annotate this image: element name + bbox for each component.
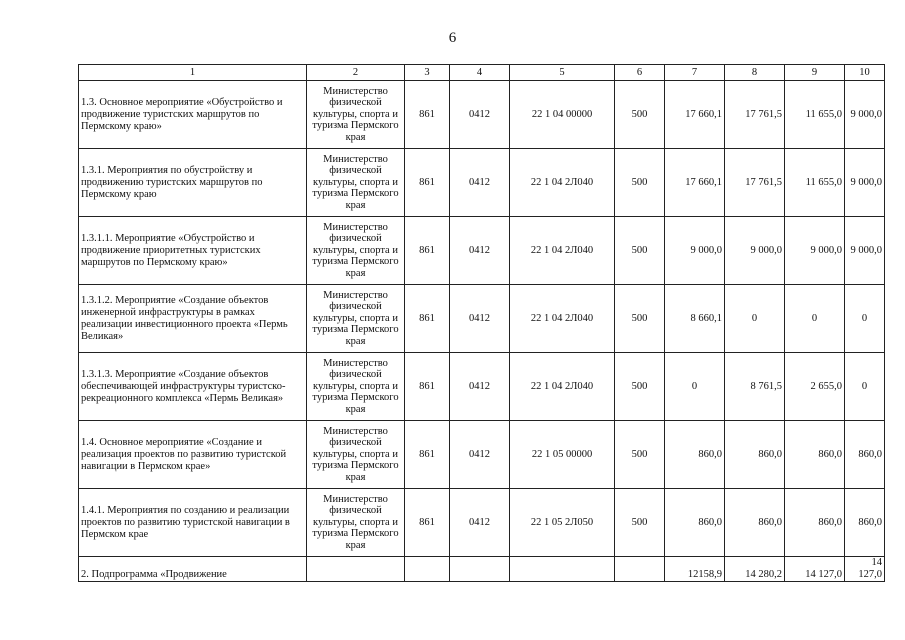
amount-cell: 860,0 xyxy=(665,421,725,489)
column-header: 1 xyxy=(79,65,307,81)
amount-cell: 14 280,2 xyxy=(725,557,785,582)
amount-cell: 0 xyxy=(785,285,845,353)
column-header: 7 xyxy=(665,65,725,81)
table-header-row xyxy=(79,65,885,81)
table-row xyxy=(79,489,885,557)
amount-cell: 9 000,0 xyxy=(845,217,885,285)
column-header: 2 xyxy=(307,65,405,81)
table-row xyxy=(79,149,885,217)
section-cell: 0412 xyxy=(450,353,510,421)
expense-type-cell: 500 xyxy=(615,81,665,149)
code-cell: 861 xyxy=(405,217,450,285)
code-cell: 861 xyxy=(405,421,450,489)
expense-type-cell: 500 xyxy=(615,353,665,421)
activity-name-cell: 1.4. Основное мероприятие «Создание и реализация проектов по развитию туристской навигации в Пермском крае» xyxy=(79,421,307,489)
ministry-cell: Министерство физической культуры, спорта и туризма Пермского края xyxy=(307,217,405,285)
amount-cell: 17 761,5 xyxy=(725,81,785,149)
amount-cell: 860,0 xyxy=(725,421,785,489)
page-number: 6 xyxy=(448,30,457,46)
ministry-cell xyxy=(307,557,405,582)
amount-cell: 860,0 xyxy=(785,489,845,557)
code-cell: 861 xyxy=(405,489,450,557)
amount-cell: 11 655,0 xyxy=(785,149,845,217)
code-cell xyxy=(405,557,450,582)
expense-type-cell: 500 xyxy=(615,217,665,285)
ministry-cell: Министерство физической культуры, спорта и туризма Пермского края xyxy=(307,353,405,421)
ministry-cell: Министерство физической культуры, спорта и туризма Пермского края xyxy=(307,149,405,217)
activity-name-cell: 1.3.1.3. Мероприятие «Создание объектов обеспечивающей инфраструктуры туристско-рекреационного комплекса «Пермь Великая» xyxy=(79,353,307,421)
section-cell: 0412 xyxy=(450,149,510,217)
amount-cell: 9 000,0 xyxy=(785,217,845,285)
column-header: 4 xyxy=(450,65,510,81)
amount-cell: 9 000,0 xyxy=(725,217,785,285)
activity-name-cell: 2. Подпрограмма «Продвижение xyxy=(79,557,307,582)
expense-type-cell: 500 xyxy=(615,149,665,217)
table-row xyxy=(79,285,885,353)
amount-cell: 11 655,0 xyxy=(785,81,845,149)
code-cell: 861 xyxy=(405,285,450,353)
amount-cell: 8 761,5 xyxy=(725,353,785,421)
amount-cell: 17 660,1 xyxy=(665,81,725,149)
amount-cell: 860,0 xyxy=(725,489,785,557)
target-article-cell: 22 1 04 2Л040 xyxy=(510,217,615,285)
ministry-cell: Министерство физической культуры, спорта и туризма Пермского края xyxy=(307,489,405,557)
column-header: 8 xyxy=(725,65,785,81)
amount-cell: 12158,9 xyxy=(665,557,725,582)
amount-cell: 860,0 xyxy=(665,489,725,557)
activity-name-cell: 1.3.1. Мероприятия по обустройству и продвижению туристских маршрутов по Пермскому краю xyxy=(79,149,307,217)
amount-cell: 0 xyxy=(665,353,725,421)
expense-type-cell: 500 xyxy=(615,421,665,489)
amount-cell: 0 xyxy=(845,353,885,421)
amount-cell: 14 127,0 xyxy=(785,557,845,582)
amount-cell: 8 660,1 xyxy=(665,285,725,353)
target-article-cell: 22 1 05 2Л050 xyxy=(510,489,615,557)
column-header: 9 xyxy=(785,65,845,81)
budget-table xyxy=(78,64,885,582)
code-cell: 861 xyxy=(405,353,450,421)
target-article-cell xyxy=(510,557,615,582)
amount-cell: 9 000,0 xyxy=(845,81,885,149)
table-row xyxy=(79,217,885,285)
section-cell: 0412 xyxy=(450,217,510,285)
expense-type-cell: 500 xyxy=(615,489,665,557)
table-row xyxy=(79,557,885,582)
amount-cell: 860,0 xyxy=(845,489,885,557)
column-header: 5 xyxy=(510,65,615,81)
code-cell: 861 xyxy=(405,149,450,217)
expense-type-cell xyxy=(615,557,665,582)
activity-name-cell: 1.3. Основное мероприятие «Обустройство и продвижение туристских маршрутов по Пермскому краю» xyxy=(79,81,307,149)
target-article-cell: 22 1 04 2Л040 xyxy=(510,353,615,421)
amount-cell: 860,0 xyxy=(845,421,885,489)
amount-cell: 2 655,0 xyxy=(785,353,845,421)
section-cell: 0412 xyxy=(450,81,510,149)
code-cell: 861 xyxy=(405,81,450,149)
amount-cell: 0 xyxy=(845,285,885,353)
activity-name-cell: 1.3.1.2. Мероприятие «Создание объектов инженерной инфраструктуры в рамках реализации инвестиционного проекта «Пермь Великая» xyxy=(79,285,307,353)
target-article-cell: 22 1 04 2Л040 xyxy=(510,285,615,353)
section-cell: 0412 xyxy=(450,489,510,557)
column-header: 3 xyxy=(405,65,450,81)
column-header: 10 xyxy=(845,65,885,81)
column-header: 6 xyxy=(615,65,665,81)
amount-cell: 14 127,0 xyxy=(845,557,885,582)
ministry-cell: Министерство физической культуры, спорта и туризма Пермского края xyxy=(307,421,405,489)
section-cell: 0412 xyxy=(450,285,510,353)
amount-cell: 9 000,0 xyxy=(665,217,725,285)
amount-cell: 17 660,1 xyxy=(665,149,725,217)
table-row xyxy=(79,353,885,421)
section-cell xyxy=(450,557,510,582)
ministry-cell: Министерство физической культуры, спорта и туризма Пермского края xyxy=(307,285,405,353)
target-article-cell: 22 1 04 00000 xyxy=(510,81,615,149)
section-cell: 0412 xyxy=(450,421,510,489)
amount-cell: 17 761,5 xyxy=(725,149,785,217)
amount-cell: 0 xyxy=(725,285,785,353)
activity-name-cell: 1.3.1.1. Мероприятие «Обустройство и продвижение приоритетных туристских маршрутов по Пермскому краю» xyxy=(79,217,307,285)
ministry-cell: Министерство физической культуры, спорта и туризма Пермского края xyxy=(307,81,405,149)
expense-type-cell: 500 xyxy=(615,285,665,353)
activity-name-cell: 1.4.1. Мероприятия по созданию и реализации проектов по развитию туристской навигации в Пермском крае xyxy=(79,489,307,557)
amount-cell: 860,0 xyxy=(785,421,845,489)
amount-cell: 9 000,0 xyxy=(845,149,885,217)
table-row xyxy=(79,81,885,149)
table-row xyxy=(79,421,885,489)
target-article-cell: 22 1 05 00000 xyxy=(510,421,615,489)
target-article-cell: 22 1 04 2Л040 xyxy=(510,149,615,217)
